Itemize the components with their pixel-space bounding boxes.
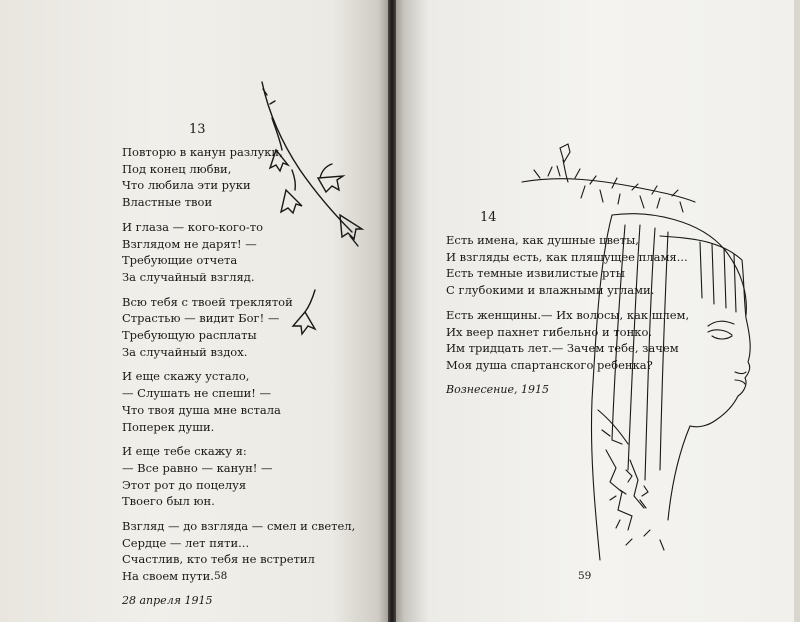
poem-line: Требующие отчета	[122, 253, 238, 268]
poem-line: Счастлив, кто тебя не встретил	[122, 552, 315, 567]
poem-line: И взгляды есть, как пляшущее пламя...	[446, 249, 688, 264]
poem-line: Всю тебя с твоей треклятой	[122, 294, 293, 309]
poem-line: Им тридцать лет.— Зачем тебе, зачем	[446, 341, 679, 356]
poem-line: Есть женщины.— Их волосы, как шлем,	[446, 307, 690, 322]
page-number: 59	[578, 570, 592, 582]
page-number: 58	[214, 570, 228, 582]
poem-line: Что твоя душа мне встала	[122, 402, 281, 417]
poem-line: Что любила эти руки	[122, 178, 251, 193]
poem-line: Есть темные извилистые рты	[446, 266, 625, 281]
poem-date: 28 апреля 1915	[122, 593, 213, 607]
poem-line: Сердце — лет пяти...	[122, 535, 250, 550]
poem-line: Страстью — видит Бог! —	[122, 311, 280, 326]
poem-line: Их веер пахнет гибельно и тонко.	[446, 324, 653, 339]
poem-line: И еще скажу устало,	[122, 369, 250, 384]
poem-line: Взглядом не дарят! —	[122, 236, 257, 251]
poem-line: — Все равно — канун! —	[122, 460, 273, 475]
poem-line: Моя душа спартанского ребенка?	[446, 357, 653, 372]
poem-line: Этот рот до поцелуя	[122, 477, 247, 492]
poem-line: На своем пути.	[122, 569, 214, 584]
poem-line: За случайный вздох.	[122, 344, 248, 359]
poem-line: Взгляд — до взгляда — смел и светел,	[122, 519, 356, 534]
poem-line: Под конец любви,	[122, 161, 232, 176]
poem-number: 14	[480, 210, 497, 225]
poem-line: Повторю в канун разлуки,	[122, 145, 283, 159]
poem-line: Поперек души.	[122, 419, 215, 434]
poem-line: И глаза — кого-кого-то	[122, 219, 263, 234]
poem-number: 13	[189, 122, 206, 137]
poem-line: И еще тебе скажу я:	[122, 444, 247, 459]
poem-date: Вознесение, 1915	[446, 382, 549, 396]
poem-line: Требующую расплаты	[122, 328, 257, 343]
poem-line: С глубокими и влажными углами.	[446, 283, 655, 298]
poem-line: — Слушать не спеши! —	[122, 386, 272, 401]
poem-line: За случайный взгляд.	[122, 269, 255, 284]
poem-line: Есть имена, как душные цветы,	[446, 233, 639, 247]
poem-line: Твоего был юн.	[122, 494, 215, 509]
poem-line: Властные твои	[122, 195, 213, 210]
